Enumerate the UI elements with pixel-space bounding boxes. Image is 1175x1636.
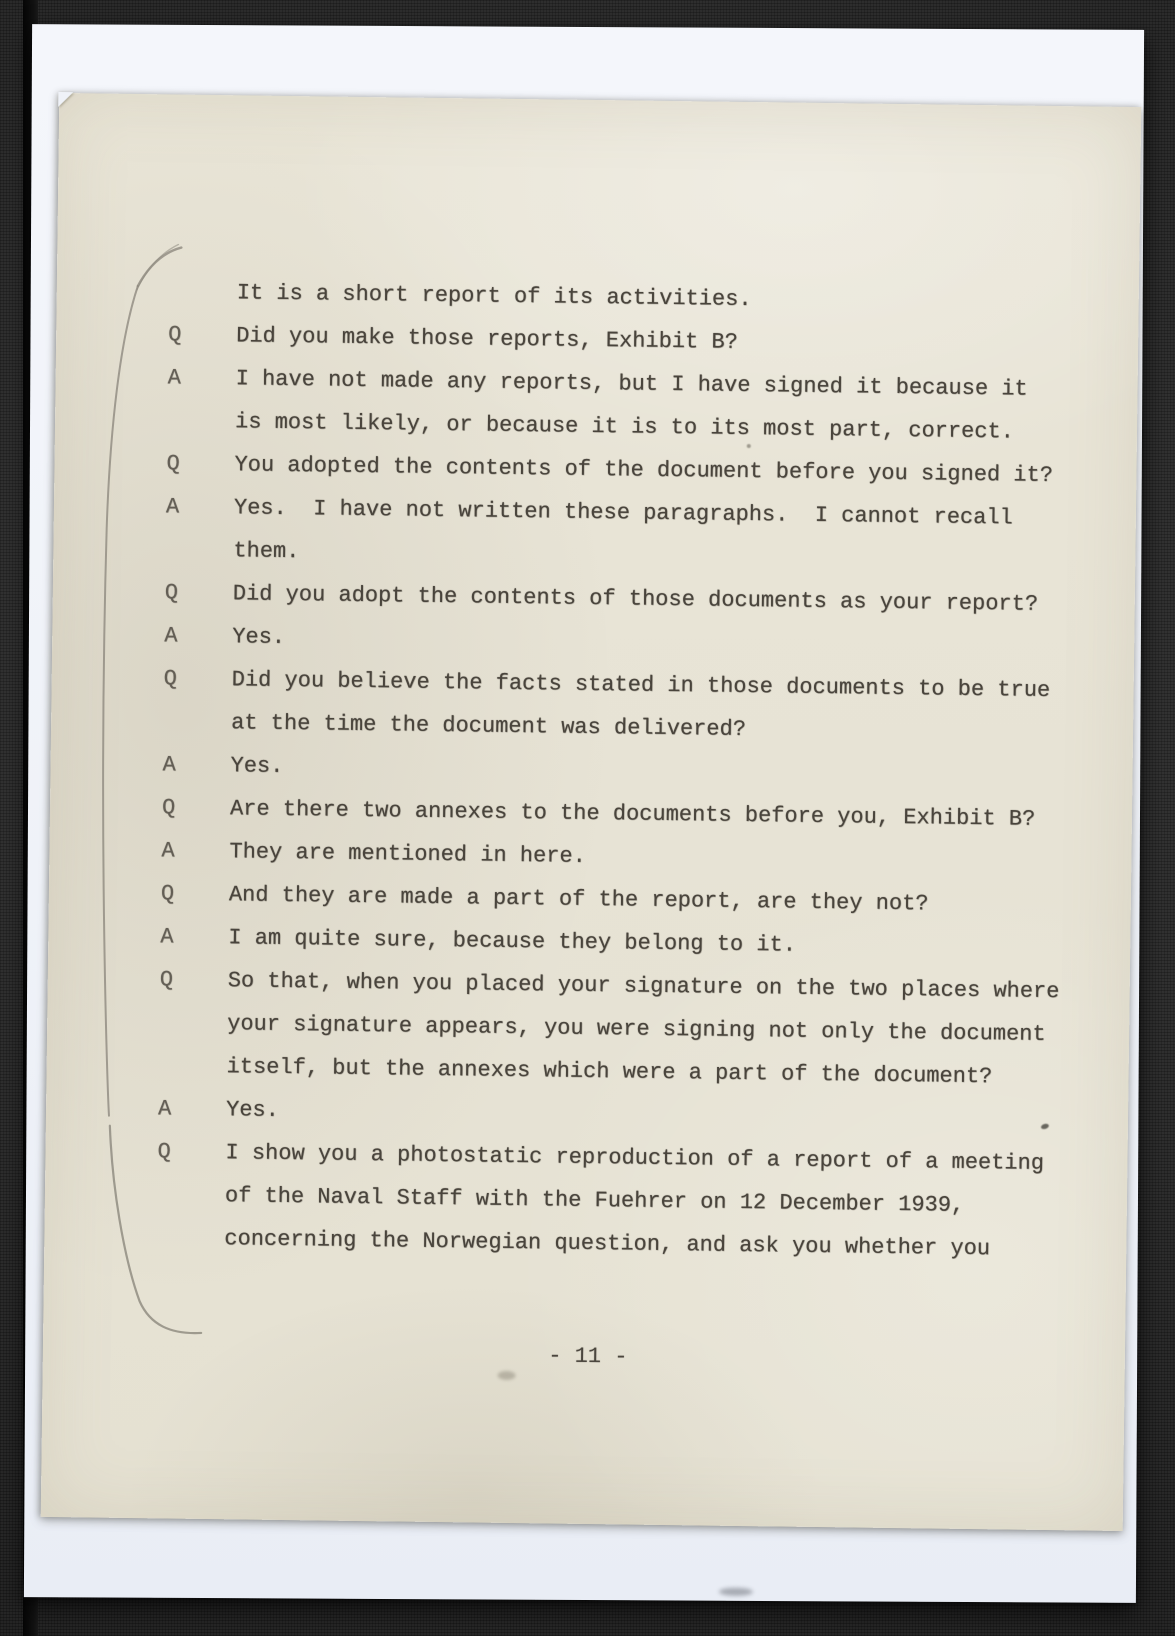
line-text: I have not made any reports, but I have signed it because it [235,366,1028,402]
page-number: - 11 - [548,1343,628,1370]
speaker-label: A [164,623,178,649]
speaker-label: Q [157,1139,171,1165]
line-text: concerning the Norwegian question, and ask you whether you [224,1226,991,1262]
document-page [41,93,1142,1531]
line-text: at the time the document was delivered? [230,710,747,743]
line-text: I show you a photostatic reproduction of a report of a meeting [225,1140,1045,1176]
line-text: Did you make those reports, Exhibit B? [236,323,739,355]
speaker-label [157,1173,226,1217]
line-text: Yes. [230,753,284,779]
line-text: them. [233,538,300,565]
stain-speck [498,1371,516,1380]
speaker-label: A [157,1096,172,1122]
speaker-label: Q [163,666,178,692]
line-text: Yes. [225,1097,280,1123]
speaker-label: Q [164,580,179,606]
speaker-label [159,1001,228,1045]
speaker-label: Q [168,322,182,348]
line-text: Are there two annexes to the documents before you, Exhibit B? [229,796,1036,832]
line-text: of the Naval Staff with the Fuehrer on 12 December 1939, [224,1183,965,1218]
line-text: Did you believe the facts stated in those documents to be true [231,667,1051,703]
speaker-label [168,270,237,314]
speaker-label: A [160,924,174,950]
speaker-label: A [165,494,180,520]
line-text: Yes. I have not written these paragraphs. I cannot recall [233,495,1013,531]
line-text: And they are made a part of the report, are they not? [228,882,929,917]
speaker-label: Q [160,881,175,907]
speaker-label [165,528,234,572]
speaker-label: Q [159,967,174,993]
speaker-label [163,700,232,744]
ink-speck [747,444,751,448]
line-text: They are mentioned in here. [229,839,587,869]
line-text: It is a short report of its activities. [236,280,752,313]
speaker-label: A [162,752,176,778]
speaker-label [167,399,236,443]
speaker-label: Q [166,451,180,477]
line-text: your signature appears, you were signing not only the document [227,1011,1046,1047]
line-text: itself, but the annexes which were a part of the document? [226,1054,993,1090]
line-text: Did you adopt the contents of those documents as your report? [232,581,1039,617]
speaker-label [158,1044,227,1088]
line-text: I am quite sure, because they belong to it. [228,925,797,958]
line-text: Yes. [232,624,286,650]
line-text: So that, when you placed your signature on the two places where [227,968,1060,1005]
speaker-label [156,1216,225,1260]
speaker-label: A [161,838,175,864]
speaker-label: A [167,365,182,391]
line-text: You adopted the contents of the document before you signed it? [234,452,1054,489]
speaker-label: Q [161,795,176,821]
smudge-mark [719,1588,753,1596]
transcript [156,270,1129,1271]
line-text: is most likely, or because it is to its most part, correct. [234,409,1015,445]
